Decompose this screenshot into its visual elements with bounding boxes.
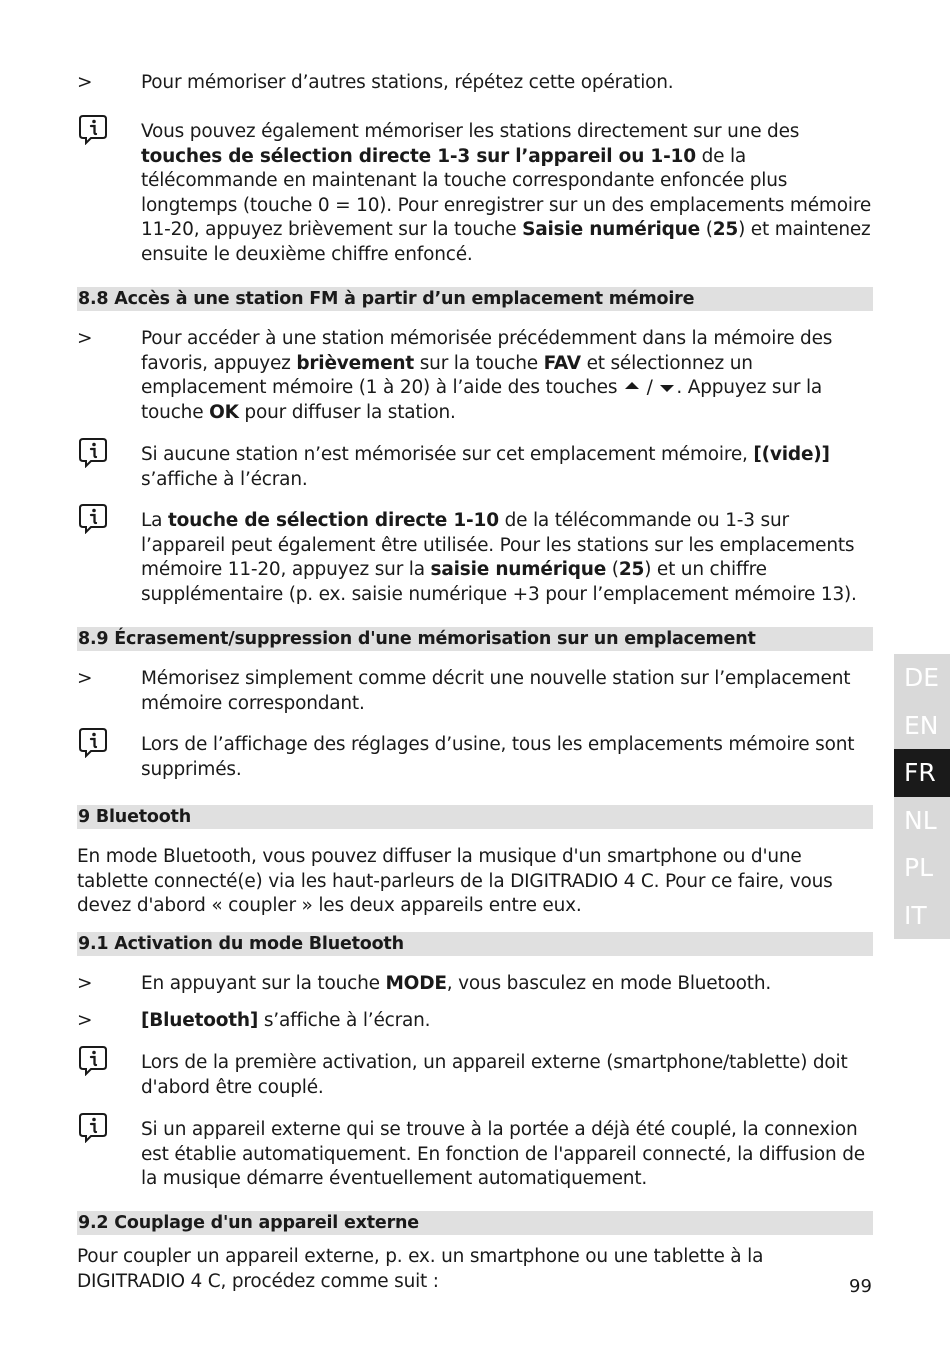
info-note-first-activation bbox=[77, 1051, 873, 1100]
info-text: Lors de l’affichage des réglages d’usine, tous les emplacements mémoire sont supprimés. bbox=[141, 734, 855, 780]
info-icon bbox=[77, 1044, 109, 1076]
info-text: Si un appareil externe qui se trouve à la portée a déjà été couplé, la connexion est établie automatiquement. En fonction de l'appareil connecté, la diffusion de la musique démarre éventuellement automatiquement. bbox=[141, 1119, 865, 1189]
bullet-overwrite-slot bbox=[77, 667, 873, 716]
bullet-bluetooth-display bbox=[77, 1009, 873, 1034]
info-icon bbox=[77, 726, 109, 758]
section-heading-9: 9 Bluetooth bbox=[77, 805, 873, 829]
bullet-marker: > bbox=[77, 328, 93, 349]
paragraph-bluetooth-intro: En mode Bluetooth, vous pouvez diffuser la musique d'un smartphone ou d'une tablette connecté(e) via les haut-parleurs de la DIGITRADIO 4 C. Pour ce faire, vous devez d'abord « coupler » les deux appareils entre eux. bbox=[77, 846, 833, 916]
bullet-text: [Bluetooth] s’affiche à l’écran. bbox=[141, 1010, 431, 1031]
info-icon bbox=[77, 502, 109, 534]
language-tab-fr[interactable]: FR bbox=[894, 749, 950, 797]
bullet-access-station bbox=[77, 327, 873, 425]
bullet-marker: > bbox=[77, 973, 93, 994]
bullet-text: Pour mémoriser d’autres stations, répétez cette opération. bbox=[141, 72, 674, 93]
section-heading-9-2: 9.2 Couplage d'un appareil externe bbox=[77, 1211, 873, 1235]
info-note-direct-key-remote bbox=[77, 509, 873, 607]
bullet-mode-key bbox=[77, 972, 873, 997]
bullet-text: Pour accéder à une station mémorisée précédemment dans la mémoire des favoris, appuyez brièvement sur la touche FAV et sélectionnez un emplacement mémoire (1 à 20) à l’aide des touches / . Appuyez sur la touche OK pour diffuser la station. bbox=[141, 328, 833, 423]
language-tab-de[interactable]: DE bbox=[894, 654, 950, 702]
triangle-up-icon bbox=[625, 382, 639, 389]
language-tab-pl[interactable]: PL bbox=[894, 844, 950, 892]
info-text: Vous pouvez également mémoriser les stations directement sur une des touches de sélection directe 1-3 sur l’appareil ou 1-10 de la télécommande en maintenant la touche correspondante enfoncée plus longtemps (touche 0 = 10). Pour enregistrer sur un des emplacements mémoire 11-20, appuyez brièvement sur la touche Saisie numérique (25) et maintenez ensuite le deuxième chiffre enfoncé. bbox=[141, 121, 871, 265]
info-icon bbox=[77, 113, 109, 145]
info-text: La touche de sélection directe 1-10 de la télécommande ou 1-3 sur l’appareil peut également être utilisée. Pour les stations sur les emplacements mémoire 11-20, appuyez sur la saisie numérique (25) et un chiffre supplémentaire (p. ex. saisie numérique +3 pour l’emplacement mémoire 13). bbox=[141, 510, 857, 605]
info-note-factory-reset bbox=[77, 733, 873, 782]
info-note-direct-keys bbox=[77, 120, 873, 267]
bullet-text: Mémorisez simplement comme décrit une nouvelle station sur l’emplacement mémoire correspondant. bbox=[141, 668, 851, 714]
paragraph-pairing-intro: Pour coupler un appareil externe, p. ex. un smartphone ou une tablette à la DIGITRADIO 4 C, procédez comme suit : bbox=[77, 1246, 764, 1292]
section-heading-9-1: 9.1 Activation du mode Bluetooth bbox=[77, 932, 873, 956]
page-number: 99 bbox=[849, 1276, 872, 1297]
language-tab-en[interactable]: EN bbox=[894, 702, 950, 750]
language-tab-it[interactable]: IT bbox=[894, 892, 950, 940]
info-note-auto-connect bbox=[77, 1118, 873, 1192]
language-tabs bbox=[894, 654, 950, 939]
triangle-down-icon bbox=[660, 385, 674, 392]
bullet-text: En appuyant sur la touche MODE, vous basculez en mode Bluetooth. bbox=[141, 973, 772, 994]
info-text: Lors de la première activation, un appareil externe (smartphone/tablette) doit d'abord être couplé. bbox=[141, 1052, 848, 1098]
language-tab-nl[interactable]: NL bbox=[894, 797, 950, 845]
bullet-marker: > bbox=[77, 72, 93, 93]
info-note-empty-slot bbox=[77, 443, 873, 492]
info-text: Si aucune station n’est mémorisée sur cet emplacement mémoire, [(vide)] s’affiche à l’écran. bbox=[141, 444, 830, 490]
bullet-marker: > bbox=[77, 1010, 93, 1031]
bullet-repeat-operation bbox=[77, 71, 873, 96]
section-heading-8-8: 8.8 Accès à une station FM à partir d’un emplacement mémoire bbox=[77, 287, 873, 311]
info-icon bbox=[77, 1111, 109, 1143]
section-heading-8-9: 8.9 Écrasement/suppression d'une mémorisation sur un emplacement bbox=[77, 627, 873, 651]
bullet-marker: > bbox=[77, 668, 93, 689]
info-icon bbox=[77, 436, 109, 468]
